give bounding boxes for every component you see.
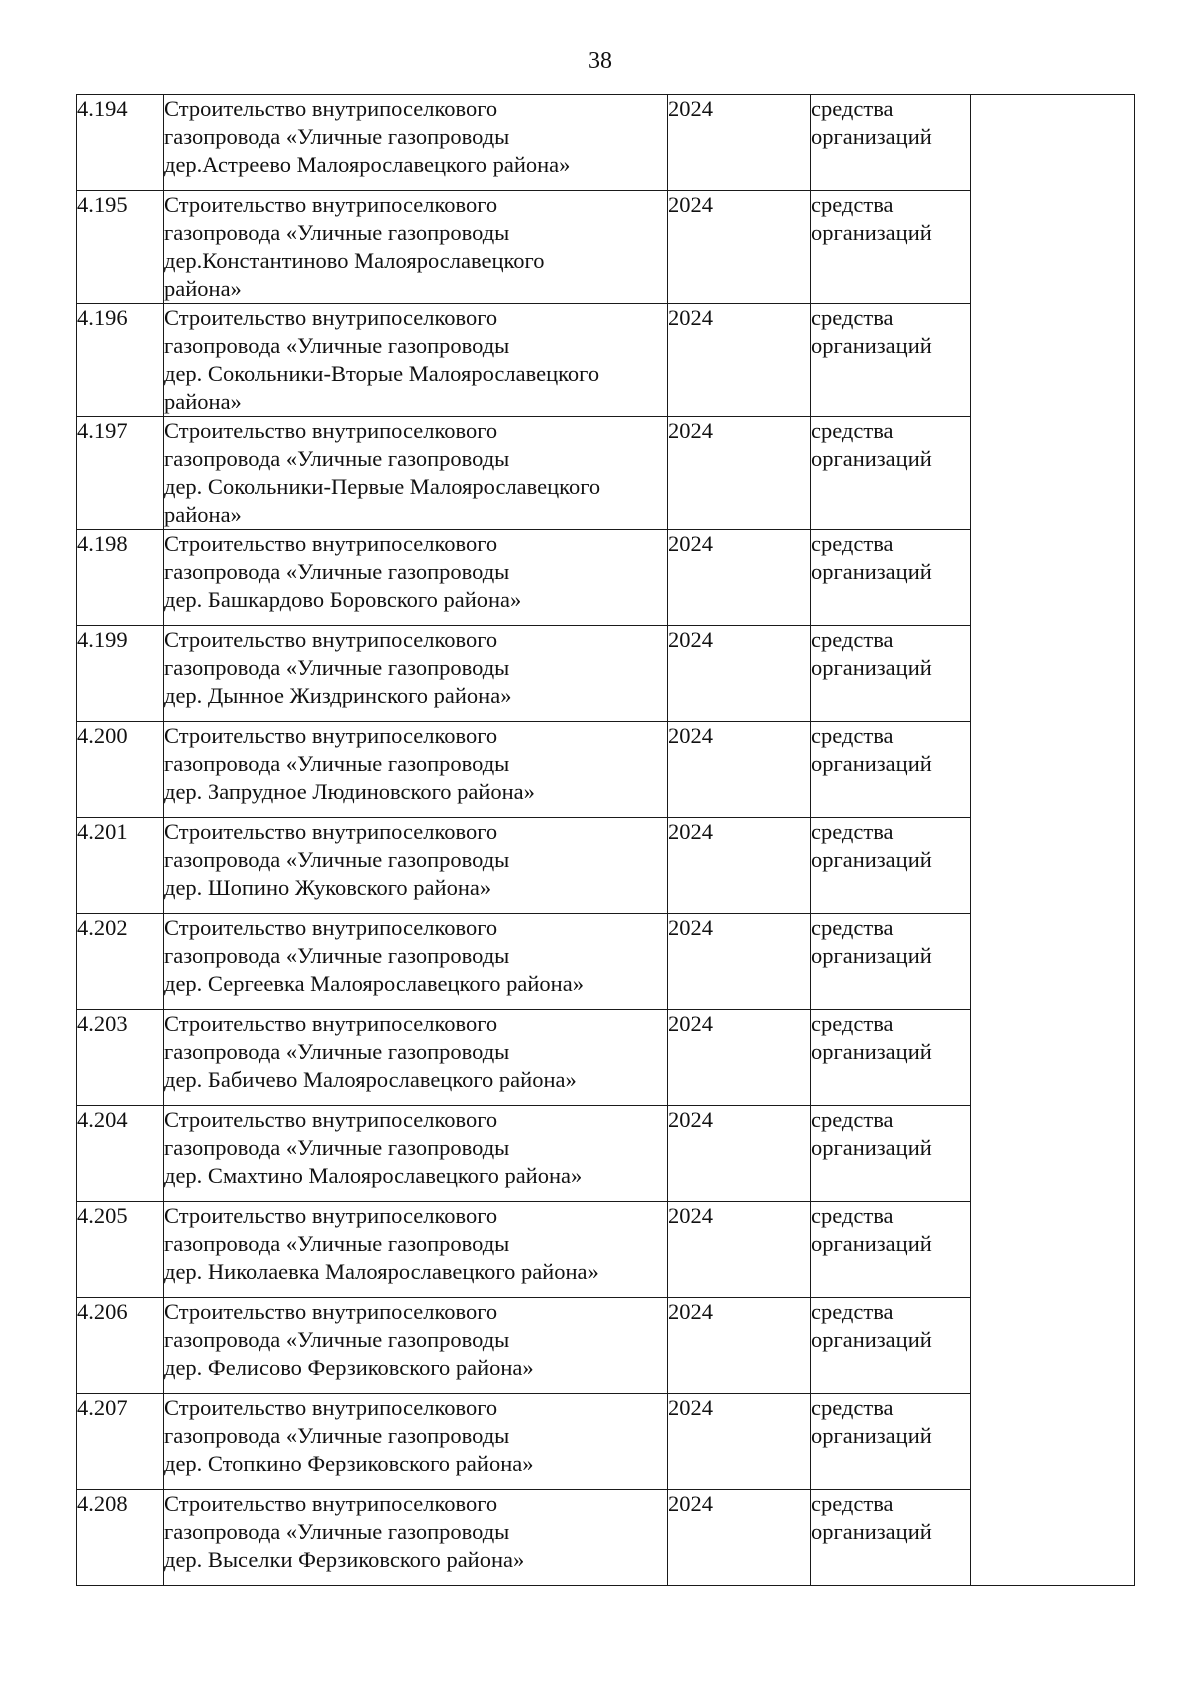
description-cell [164, 1298, 668, 1394]
table-row [77, 1010, 1135, 1106]
empty-cell [971, 818, 1135, 914]
description-line: газопровода «Уличные газопроводы [164, 333, 510, 358]
funding-source-line: организаций [811, 847, 932, 872]
description-line: Строительство внутрипоселкового [164, 192, 498, 217]
funding-source-line: организаций [811, 1327, 932, 1352]
description-line: газопровода «Уличные газопроводы [164, 446, 510, 471]
year-cell: 2024 [668, 818, 811, 914]
row-number-cell: 4.197 [77, 417, 164, 530]
description-line: Строительство внутрипоселкового [164, 627, 498, 652]
funding-source-cell [811, 1298, 971, 1394]
funding-source-cell [811, 191, 971, 304]
description-line: дер.Астреево Малоярославецкого района» [164, 152, 571, 177]
funding-source-line: организаций [811, 943, 932, 968]
row-number-cell: 4.208 [77, 1490, 164, 1586]
description-line: Строительство внутрипоселкового [164, 305, 498, 330]
empty-cell [971, 191, 1135, 304]
description-line: Строительство внутрипоселкового [164, 531, 498, 556]
description-cell [164, 914, 668, 1010]
description-cell [164, 1490, 668, 1586]
table-row [77, 1202, 1135, 1298]
description-line: района» [164, 389, 242, 414]
funding-source-cell [811, 722, 971, 818]
table-row [77, 818, 1135, 914]
description-cell [164, 1010, 668, 1106]
empty-cell [971, 1298, 1135, 1394]
description-line: дер. Дынное Жиздринского района» [164, 683, 512, 708]
funding-source-line: организаций [811, 559, 932, 584]
empty-cell [971, 914, 1135, 1010]
description-line: дер. Николаевка Малоярославецкого района» [164, 1259, 599, 1284]
funding-source-cell [811, 818, 971, 914]
funding-source-cell [811, 1106, 971, 1202]
description-line: Строительство внутрипоселкового [164, 723, 498, 748]
description-line: дер. Стопкино Ферзиковского района» [164, 1451, 534, 1476]
funding-source-line: организаций [811, 1135, 932, 1160]
description-line: Строительство внутрипоселкового [164, 96, 498, 121]
description-line: дер. Фелисово Ферзиковского района» [164, 1355, 534, 1380]
empty-cell [971, 304, 1135, 417]
year-cell: 2024 [668, 722, 811, 818]
year-cell: 2024 [668, 626, 811, 722]
funding-source-line: средства [811, 915, 894, 940]
description-line: дер.Константиново Малоярославецкого [164, 248, 545, 273]
funding-source-line: средства [811, 192, 894, 217]
funding-source-line: организаций [811, 446, 932, 471]
funding-source-line: организаций [811, 124, 932, 149]
funding-source-cell [811, 1010, 971, 1106]
funding-source-line: средства [811, 627, 894, 652]
year-cell: 2024 [668, 304, 811, 417]
funding-source-line: средства [811, 1395, 894, 1420]
empty-cell [971, 1106, 1135, 1202]
funding-source-line: организаций [811, 1423, 932, 1448]
description-cell [164, 1394, 668, 1490]
description-line: газопровода «Уличные газопроводы [164, 1327, 510, 1352]
year-cell: 2024 [668, 1298, 811, 1394]
year-cell: 2024 [668, 1490, 811, 1586]
table-row [77, 914, 1135, 1010]
description-cell [164, 530, 668, 626]
year-cell: 2024 [668, 417, 811, 530]
description-line: дер. Запрудное Людиновского района» [164, 779, 535, 804]
page-number: 38 [588, 48, 612, 74]
description-line: газопровода «Уличные газопроводы [164, 847, 510, 872]
row-number-cell: 4.201 [77, 818, 164, 914]
description-cell [164, 191, 668, 304]
funding-source-cell [811, 626, 971, 722]
funding-source-line: организаций [811, 1039, 932, 1064]
description-line: Строительство внутрипоселкового [164, 1491, 498, 1516]
table-row [77, 1490, 1135, 1586]
funding-source-line: средства [811, 96, 894, 121]
row-number-cell: 4.194 [77, 95, 164, 191]
description-line: газопровода «Уличные газопроводы [164, 1423, 510, 1448]
row-number-cell: 4.203 [77, 1010, 164, 1106]
empty-cell [971, 95, 1135, 191]
funding-source-line: средства [811, 1203, 894, 1228]
row-number-cell: 4.204 [77, 1106, 164, 1202]
funding-source-cell [811, 530, 971, 626]
funding-source-cell [811, 417, 971, 530]
row-number-cell: 4.198 [77, 530, 164, 626]
description-cell [164, 95, 668, 191]
description-line: дер. Бабичево Малоярославецкого района» [164, 1067, 577, 1092]
description-line: дер. Выселки Ферзиковского района» [164, 1547, 525, 1572]
funding-source-line: средства [811, 1011, 894, 1036]
description-cell [164, 722, 668, 818]
funding-source-line: организаций [811, 655, 932, 680]
description-line: газопровода «Уличные газопроводы [164, 751, 510, 776]
description-line: дер. Смахтино Малоярославецкого района» [164, 1163, 583, 1188]
table-body [77, 95, 1135, 1586]
empty-cell [971, 626, 1135, 722]
table-row [77, 530, 1135, 626]
empty-cell [971, 530, 1135, 626]
funding-source-line: организаций [811, 220, 932, 245]
description-line: газопровода «Уличные газопроводы [164, 1135, 510, 1160]
funding-source-line: средства [811, 1107, 894, 1132]
row-number-cell: 4.205 [77, 1202, 164, 1298]
year-cell: 2024 [668, 1106, 811, 1202]
table-row [77, 722, 1135, 818]
empty-cell [971, 1490, 1135, 1586]
description-line: газопровода «Уличные газопроводы [164, 1231, 510, 1256]
funding-source-line: организаций [811, 333, 932, 358]
description-line: Строительство внутрипоселкового [164, 915, 498, 940]
description-line: дер. Шопино Жуковского района» [164, 875, 492, 900]
row-number-cell: 4.207 [77, 1394, 164, 1490]
funding-source-line: средства [811, 531, 894, 556]
description-cell [164, 1106, 668, 1202]
funding-source-line: средства [811, 819, 894, 844]
row-number-cell: 4.196 [77, 304, 164, 417]
description-line: дер. Сергеевка Малоярославецкого района» [164, 971, 584, 996]
table-row [77, 626, 1135, 722]
description-cell [164, 1202, 668, 1298]
row-number-cell: 4.200 [77, 722, 164, 818]
funding-source-line: средства [811, 418, 894, 443]
funding-source-cell [811, 1202, 971, 1298]
description-line: дер. Сокольники-Первые Малоярославецкого [164, 474, 601, 499]
description-line: Строительство внутрипоселкового [164, 1107, 498, 1132]
table-row [77, 1298, 1135, 1394]
description-line: дер. Сокольники-Вторые Малоярославецкого [164, 361, 600, 386]
row-number-cell: 4.199 [77, 626, 164, 722]
funding-source-line: средства [811, 305, 894, 330]
year-cell: 2024 [668, 191, 811, 304]
year-cell: 2024 [668, 530, 811, 626]
row-number-cell: 4.202 [77, 914, 164, 1010]
description-cell [164, 626, 668, 722]
description-line: Строительство внутрипоселкового [164, 418, 498, 443]
empty-cell [971, 1394, 1135, 1490]
table-row [77, 1394, 1135, 1490]
description-line: газопровода «Уличные газопроводы [164, 559, 510, 584]
funding-source-cell [811, 914, 971, 1010]
table-row [77, 191, 1135, 304]
description-cell [164, 417, 668, 530]
program-table [76, 94, 1135, 1586]
description-line: Строительство внутрипоселкового [164, 819, 498, 844]
description-line: газопровода «Уличные газопроводы [164, 1519, 510, 1544]
description-line: газопровода «Уличные газопроводы [164, 124, 510, 149]
funding-source-line: организаций [811, 1231, 932, 1256]
funding-source-line: средства [811, 1491, 894, 1516]
row-number-cell: 4.206 [77, 1298, 164, 1394]
table-row [77, 417, 1135, 530]
description-line: газопровода «Уличные газопроводы [164, 655, 510, 680]
funding-source-cell [811, 304, 971, 417]
table-row [77, 304, 1135, 417]
description-cell [164, 304, 668, 417]
description-line: газопровода «Уличные газопроводы [164, 220, 510, 245]
table-row [77, 1106, 1135, 1202]
year-cell: 2024 [668, 1202, 811, 1298]
funding-source-line: средства [811, 1299, 894, 1324]
description-line: дер. Башкардово Боровского района» [164, 587, 522, 612]
year-cell: 2024 [668, 1394, 811, 1490]
description-line: Строительство внутрипоселкового [164, 1011, 498, 1036]
description-line: Строительство внутрипоселкового [164, 1395, 498, 1420]
row-number-cell: 4.195 [77, 191, 164, 304]
funding-source-line: средства [811, 723, 894, 748]
empty-cell [971, 1202, 1135, 1298]
description-line: района» [164, 276, 242, 301]
description-line: Строительство внутрипоселкового [164, 1203, 498, 1228]
description-line: газопровода «Уличные газопроводы [164, 943, 510, 968]
description-cell [164, 818, 668, 914]
table-row [77, 95, 1135, 191]
funding-source-cell [811, 1394, 971, 1490]
empty-cell [971, 722, 1135, 818]
description-line: района» [164, 502, 242, 527]
description-line: газопровода «Уличные газопроводы [164, 1039, 510, 1064]
funding-source-line: организаций [811, 751, 932, 776]
empty-cell [971, 1010, 1135, 1106]
description-line: Строительство внутрипоселкового [164, 1299, 498, 1324]
funding-source-cell [811, 1490, 971, 1586]
year-cell: 2024 [668, 914, 811, 1010]
funding-source-line: организаций [811, 1519, 932, 1544]
year-cell: 2024 [668, 1010, 811, 1106]
funding-source-cell [811, 95, 971, 191]
year-cell: 2024 [668, 95, 811, 191]
empty-cell [971, 417, 1135, 530]
